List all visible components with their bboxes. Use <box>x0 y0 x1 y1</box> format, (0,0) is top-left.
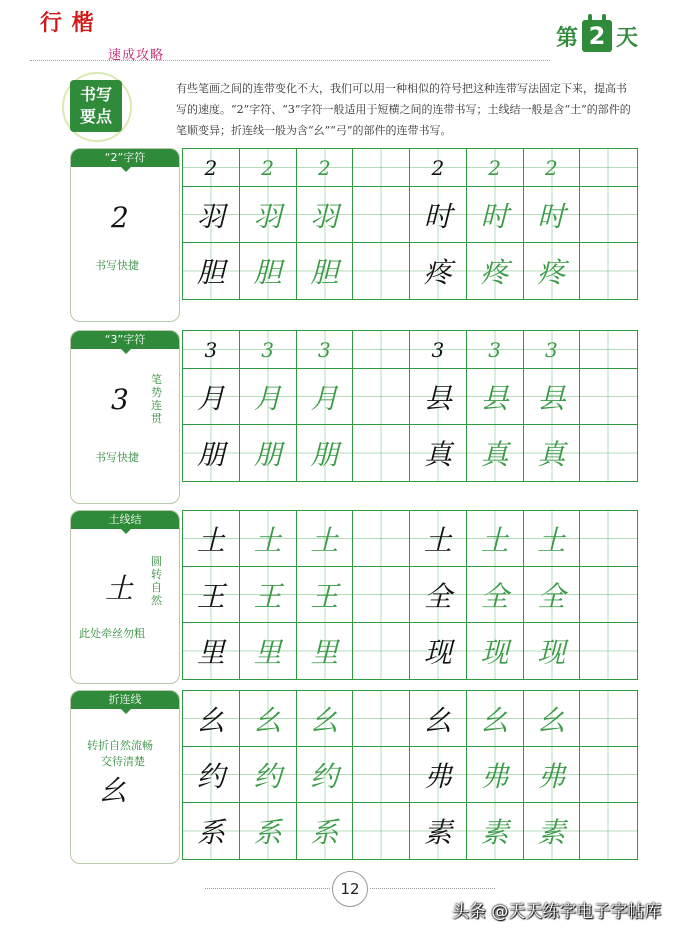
grid-cell: 县 <box>524 369 581 424</box>
grid-cell: 2 <box>297 149 354 186</box>
grid-cell <box>580 511 637 566</box>
grid-cell: 系 <box>183 803 240 859</box>
grid-cell <box>580 803 637 859</box>
grid-cell: 系 <box>297 803 354 859</box>
watermark: 头条 @天天练字电子字帖库 <box>452 902 662 922</box>
grid-cell <box>353 747 410 802</box>
grid-cell: 3 <box>467 331 524 368</box>
section-panel <box>70 690 180 864</box>
tips-badge-line2: 要点 <box>79 107 112 126</box>
grid-cell <box>580 425 637 481</box>
section-panel <box>70 148 180 322</box>
grid-cell <box>580 747 637 802</box>
grid-cell <box>580 567 637 622</box>
grid-cell: 胆 <box>297 243 354 299</box>
grid-cell <box>580 691 637 746</box>
grid-cell <box>580 187 637 242</box>
grid-cell <box>580 243 637 299</box>
grid-cell: 胆 <box>240 243 297 299</box>
grid-row <box>183 623 637 679</box>
grid-cell <box>353 623 410 679</box>
grid-cell <box>353 187 410 242</box>
grid-cell: 2 <box>240 149 297 186</box>
grid-cell: 朋 <box>183 425 240 481</box>
grid-cell <box>353 149 410 186</box>
grid-cell: 时 <box>467 187 524 242</box>
grid-cell <box>353 511 410 566</box>
brand-title: 行 楷 <box>40 10 95 36</box>
section-panel <box>70 510 180 684</box>
page-number: 12 <box>332 871 368 907</box>
grid-cell: 县 <box>410 369 467 424</box>
grid-cell: 现 <box>410 623 467 679</box>
grid-cell: 月 <box>240 369 297 424</box>
section-note: 书写快捷 <box>95 451 139 464</box>
grid-cell: 弗 <box>410 747 467 802</box>
calendar-icon <box>582 20 612 52</box>
grid-cell: 3 <box>410 331 467 368</box>
grid-cell: 土 <box>524 511 581 566</box>
grid-row <box>183 425 637 481</box>
grid-cell: 疼 <box>524 243 581 299</box>
section-panel <box>70 330 180 504</box>
grid-cell <box>353 243 410 299</box>
practice-grid <box>182 330 638 482</box>
grid-cell: 约 <box>183 747 240 802</box>
demo-glyph: 土 <box>105 572 134 605</box>
grid-cell: 胆 <box>183 243 240 299</box>
grid-cell: 全 <box>467 567 524 622</box>
section-title: 土线结 <box>71 511 179 529</box>
grid-cell: 羽 <box>240 187 297 242</box>
grid-cell: 幺 <box>467 691 524 746</box>
demo-glyph: 幺 <box>99 774 128 807</box>
demo-glyph: 2 <box>111 201 129 234</box>
grid-cell: 时 <box>524 187 581 242</box>
grid-row <box>183 331 637 369</box>
grid-cell: 真 <box>524 425 581 481</box>
tips-badge-line1: 书写 <box>79 85 112 104</box>
grid-cell: 3 <box>297 331 354 368</box>
grid-cell: 2 <box>410 149 467 186</box>
grid-cell: 3 <box>183 331 240 368</box>
grid-row <box>183 243 637 299</box>
grid-cell: 现 <box>524 623 581 679</box>
grid-row <box>183 187 637 243</box>
grid-cell: 土 <box>183 511 240 566</box>
grid-cell: 素 <box>524 803 581 859</box>
grid-cell: 羽 <box>183 187 240 242</box>
header-divider <box>30 60 550 61</box>
grid-cell <box>353 331 410 368</box>
grid-cell: 现 <box>467 623 524 679</box>
grid-cell <box>580 369 637 424</box>
grid-cell: 幺 <box>524 691 581 746</box>
grid-cell: 幺 <box>183 691 240 746</box>
grid-cell: 月 <box>297 369 354 424</box>
grid-cell: 3 <box>524 331 581 368</box>
grid-cell <box>353 369 410 424</box>
day-suffix: 天 <box>616 25 639 51</box>
grid-cell: 王 <box>297 567 354 622</box>
grid-cell: 系 <box>240 803 297 859</box>
grid-cell: 土 <box>297 511 354 566</box>
grid-cell: 时 <box>410 187 467 242</box>
grid-cell: 素 <box>410 803 467 859</box>
section-title: 折连线 <box>71 691 179 709</box>
day-prefix: 第 <box>556 25 579 51</box>
grid-cell: 朋 <box>297 425 354 481</box>
grid-cell: 土 <box>467 511 524 566</box>
section-title: “3”字符 <box>71 331 179 349</box>
grid-row <box>183 511 637 567</box>
grid-cell: 王 <box>240 567 297 622</box>
grid-cell: 弗 <box>524 747 581 802</box>
grid-cell: 土 <box>240 511 297 566</box>
grid-cell: 2 <box>524 149 581 186</box>
grid-cell: 3 <box>240 331 297 368</box>
grid-cell: 真 <box>467 425 524 481</box>
demo-glyph: 3 <box>111 383 129 416</box>
day-number: 2 <box>588 22 606 50</box>
practice-grid <box>182 690 638 860</box>
grid-cell <box>353 567 410 622</box>
section-title: “2”字符 <box>71 149 179 167</box>
grid-cell: 2 <box>183 149 240 186</box>
grid-cell: 2 <box>467 149 524 186</box>
grid-cell <box>353 691 410 746</box>
section-note: 书写快捷 <box>95 259 139 272</box>
grid-cell <box>353 803 410 859</box>
grid-cell: 王 <box>183 567 240 622</box>
grid-cell: 疼 <box>410 243 467 299</box>
grid-cell: 素 <box>467 803 524 859</box>
grid-cell: 真 <box>410 425 467 481</box>
grid-row <box>183 369 637 425</box>
grid-cell: 约 <box>297 747 354 802</box>
grid-cell: 幺 <box>240 691 297 746</box>
grid-cell: 羽 <box>297 187 354 242</box>
grid-row <box>183 691 637 747</box>
grid-row <box>183 803 637 859</box>
footer-line-left <box>205 888 330 889</box>
section-note: 交待清楚 <box>101 755 145 768</box>
section-vertical-note: 圆转自然 <box>151 555 162 607</box>
grid-cell: 全 <box>410 567 467 622</box>
grid-cell: 约 <box>240 747 297 802</box>
grid-cell: 里 <box>297 623 354 679</box>
grid-cell <box>580 623 637 679</box>
grid-cell <box>580 331 637 368</box>
grid-row <box>183 747 637 803</box>
grid-cell: 里 <box>183 623 240 679</box>
grid-cell: 弗 <box>467 747 524 802</box>
grid-cell: 幺 <box>410 691 467 746</box>
grid-cell: 朋 <box>240 425 297 481</box>
grid-row <box>183 567 637 623</box>
footer-line-right <box>370 888 495 889</box>
practice-grid <box>182 510 638 680</box>
grid-cell: 疼 <box>467 243 524 299</box>
grid-cell: 土 <box>410 511 467 566</box>
day-indicator <box>556 8 638 52</box>
grid-cell: 里 <box>240 623 297 679</box>
tips-badge <box>70 80 122 132</box>
practice-grid <box>182 148 638 300</box>
grid-cell: 全 <box>524 567 581 622</box>
grid-cell <box>353 425 410 481</box>
grid-cell: 县 <box>467 369 524 424</box>
grid-row <box>183 149 637 187</box>
section-note: 此处牵丝勿粗 <box>79 627 145 640</box>
tips-text: 有些笔画之间的连带变化不大，我们可以用一种相似的符号把这种连带写法固定下来，提高书写的速度。“2”字符、“3”字符一般适用于短横之间的连带书写；土线结一般是含“土”的部件的笔顺变异；折连线一般为含“幺”“弓”的部件的连带书写。 <box>176 82 631 137</box>
section-note: 转折自然流畅 <box>87 739 153 752</box>
section-vertical-note: 笔势连贯 <box>151 373 162 425</box>
grid-cell <box>580 149 637 186</box>
grid-cell: 月 <box>183 369 240 424</box>
brand-subtitle: 速成攻略 <box>108 48 165 63</box>
grid-cell: 幺 <box>297 691 354 746</box>
